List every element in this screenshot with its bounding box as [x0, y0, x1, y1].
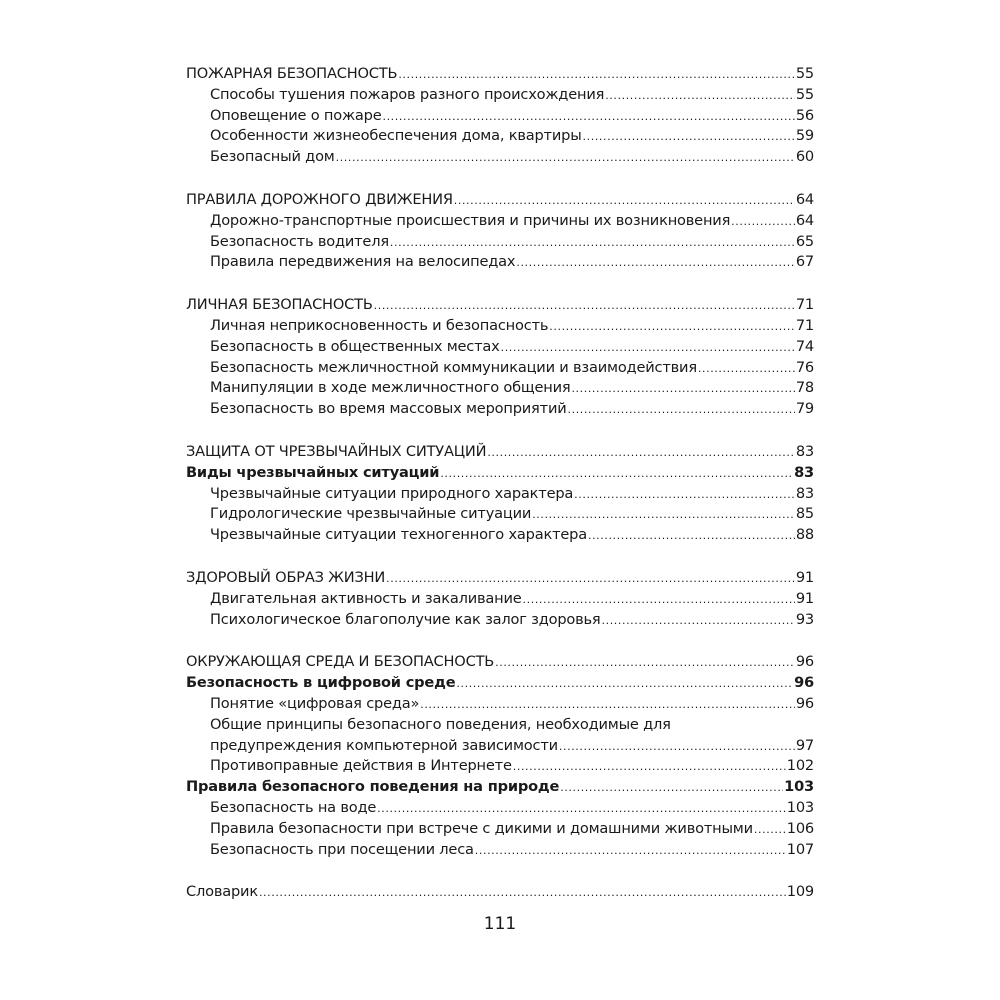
table-of-contents [186, 64, 814, 925]
toc-entry-title: ЗДОРОВЫЙ ОБРАЗ ЖИЗНИ [186, 568, 386, 586]
dot-leader [440, 463, 793, 485]
dot-leader [382, 106, 794, 128]
toc-entry [186, 840, 814, 861]
toc-entry-page: 93 [795, 610, 814, 628]
toc-entry-page: 96 [795, 653, 814, 671]
toc-entry [186, 211, 814, 232]
dot-leader [390, 232, 795, 254]
toc-entry-page: 56 [795, 106, 814, 124]
toc-entry [186, 525, 814, 546]
toc-entry-page: 76 [795, 358, 814, 376]
toc-entry [186, 252, 814, 273]
toc-entry-page: 71 [795, 296, 814, 314]
toc-entry-page: 103 [784, 778, 814, 796]
toc-entry-title: Гидрологические чрезвычайные ситуации [210, 505, 532, 523]
toc-entry-title: Особенности жизнеобеспечения дома, квартиры [210, 127, 582, 145]
toc-entry-title: ЗАЩИТА ОТ ЧРЕЗВЫЧАЙНЫХ СИТУАЦИЙ [186, 442, 487, 460]
toc-entry-page: 83 [795, 442, 814, 460]
toc-entry [186, 126, 814, 147]
toc-entry-title: Понятие «цифровая среда» [210, 694, 420, 712]
toc-entry-title: Чрезвычайные ситуации техногенного характера [210, 526, 587, 544]
toc-entry [186, 504, 814, 525]
toc-entry-page: 88 [795, 526, 814, 544]
toc-entry-title: Общие принципы безопасного поведения, необходимые для [210, 715, 671, 733]
dot-leader [583, 126, 795, 148]
toc-entry [186, 442, 814, 463]
toc-entry [186, 694, 814, 715]
toc-entry-title: Словарик [186, 883, 258, 901]
toc-section [186, 882, 814, 903]
toc-entry-page: 91 [795, 589, 814, 607]
toc-entry-page: 107 [786, 840, 814, 858]
dot-leader [559, 736, 795, 758]
toc-entry-title: ЛИЧНАЯ БЕЗОПАСНОСТЬ [186, 296, 373, 314]
toc-entry-page: 64 [795, 211, 814, 229]
toc-entry [186, 85, 814, 106]
toc-entry [186, 147, 814, 168]
toc-section [186, 442, 814, 546]
dot-leader [605, 85, 795, 107]
toc-entry-page: 74 [795, 337, 814, 355]
toc-entry-page: 60 [795, 148, 814, 166]
toc-entry [186, 652, 814, 673]
toc-entry-title: Безопасность в общественных местах [210, 337, 500, 355]
dot-leader [487, 442, 795, 464]
toc-entry-page: 55 [795, 85, 814, 103]
toc-entry-title: Чрезвычайные ситуации природного характера [210, 484, 574, 502]
toc-entry [186, 610, 814, 631]
dot-leader [374, 295, 795, 317]
dot-leader [377, 798, 786, 820]
toc-entry-title: Виды чрезвычайных ситуаций [186, 463, 440, 481]
toc-entry [186, 673, 814, 694]
toc-entry-page: 79 [795, 400, 814, 418]
toc-entry [186, 295, 814, 316]
toc-entry [186, 316, 814, 337]
toc-entry-title: Личная неприкосновенность и безопасность [210, 316, 549, 334]
toc-entry-title: Способы тушения пожаров разного происхождения [210, 85, 605, 103]
toc-entry-title: ПРАВИЛА ДОРОЖНОГО ДВИЖЕНИЯ [186, 190, 453, 208]
toc-entry [186, 378, 814, 399]
dot-leader [571, 378, 794, 400]
toc-entry-page: 102 [786, 757, 814, 775]
dot-leader [523, 589, 795, 611]
dot-leader [456, 673, 793, 695]
dot-leader [454, 190, 795, 212]
toc-section [186, 190, 814, 273]
toc-entry-page: 103 [786, 798, 814, 816]
dot-leader [386, 568, 795, 590]
toc-entry [186, 399, 814, 420]
toc-entry-title: Двигательная активность и закаливание [210, 589, 522, 607]
dot-leader [532, 504, 795, 526]
toc-entry-title: Правила передвижения на велосипедах [210, 253, 516, 271]
toc-entry-title: Правила безопасности при встрече с дикими и домашними животными [210, 819, 753, 837]
dot-leader [549, 316, 795, 338]
toc-entry-title: Безопасный дом [210, 148, 335, 166]
dot-leader [420, 694, 795, 716]
dot-leader [495, 652, 795, 674]
toc-entry-title: Безопасность водителя [210, 232, 389, 250]
toc-entry [186, 756, 814, 777]
toc-entry-page: 55 [795, 65, 814, 82]
toc-entry-page: 83 [795, 484, 814, 502]
toc-entry [186, 777, 814, 798]
dot-leader [513, 756, 786, 778]
toc-section [186, 652, 814, 860]
toc-entry [186, 106, 814, 127]
toc-entry-title: Безопасность межличностной коммуникации и взаимодействия [210, 358, 697, 376]
toc-entry-page: 96 [794, 674, 814, 692]
page-number: 111 [483, 914, 517, 934]
dot-leader [588, 525, 795, 547]
toc-entry-page: 97 [795, 736, 814, 754]
toc-entry-title: Правила безопасного поведения на природе [186, 778, 560, 796]
dot-leader [574, 484, 795, 506]
dot-leader [516, 252, 794, 274]
toc-entry [186, 736, 814, 757]
toc-entry-page: 67 [795, 253, 814, 271]
toc-section [186, 295, 814, 420]
toc-entry [186, 463, 814, 484]
toc-entry [186, 358, 814, 379]
toc-entry-page: 83 [794, 463, 814, 481]
toc-entry-page: 85 [795, 505, 814, 523]
dot-leader [731, 211, 795, 233]
toc-entry [186, 484, 814, 505]
toc-section [186, 64, 814, 168]
dot-leader [501, 337, 795, 359]
dot-leader [698, 358, 795, 380]
toc-entry-title: Безопасность в цифровой среде [186, 674, 456, 692]
toc-entry-title: Безопасность во время массовых мероприятий [210, 400, 567, 418]
toc-entry-page: 96 [795, 694, 814, 712]
dot-leader [754, 819, 786, 841]
dot-leader [259, 882, 786, 904]
toc-entry-page: 64 [795, 190, 814, 208]
toc-entry [186, 337, 814, 358]
toc-entry-page: 91 [795, 568, 814, 586]
toc-entry-title: Противоправные действия в Интернете [210, 757, 512, 775]
dot-leader [568, 399, 795, 421]
toc-entry-page: 59 [795, 127, 814, 145]
toc-entry-title: предупреждения компьютерной зависимости [210, 736, 558, 754]
toc-entry-title: Безопасность при посещении леса [210, 840, 474, 858]
toc-entry-title: Оповещение о пожаре [210, 106, 382, 124]
toc-entry [186, 882, 814, 903]
dot-leader [560, 777, 783, 799]
toc-entry [186, 798, 814, 819]
toc-entry [186, 232, 814, 253]
toc-entry [186, 819, 814, 840]
dot-leader [475, 840, 786, 862]
dot-leader [602, 610, 795, 632]
toc-entry [186, 64, 814, 85]
toc-section [186, 568, 814, 630]
toc-entry-continued [186, 715, 814, 736]
dot-leader [336, 147, 795, 169]
toc-entry-page: 65 [795, 232, 814, 250]
toc-entry-title: Манипуляции в ходе межличностного общения [210, 379, 571, 397]
toc-entry [186, 190, 814, 211]
toc-entry-page: 106 [786, 819, 814, 837]
toc-entry-page: 78 [795, 379, 814, 397]
toc-entry [186, 589, 814, 610]
toc-entry-title: Психологическое благополучие как залог здоровья [210, 610, 601, 628]
toc-entry-title: ОКРУЖАЮЩАЯ СРЕДА И БЕЗОПАСНОСТЬ [186, 653, 495, 671]
dot-leader [398, 64, 795, 86]
toc-entry-title: Дорожно-транспортные происшествия и причины их возникновения [210, 211, 731, 229]
toc-entry-page: 109 [786, 883, 814, 901]
toc-entry-page: 71 [795, 316, 814, 334]
toc-entry-title: Безопасность на воде [210, 798, 377, 816]
toc-entry-title: ПОЖАРНАЯ БЕЗОПАСНОСТЬ [186, 65, 398, 82]
toc-entry [186, 568, 814, 589]
